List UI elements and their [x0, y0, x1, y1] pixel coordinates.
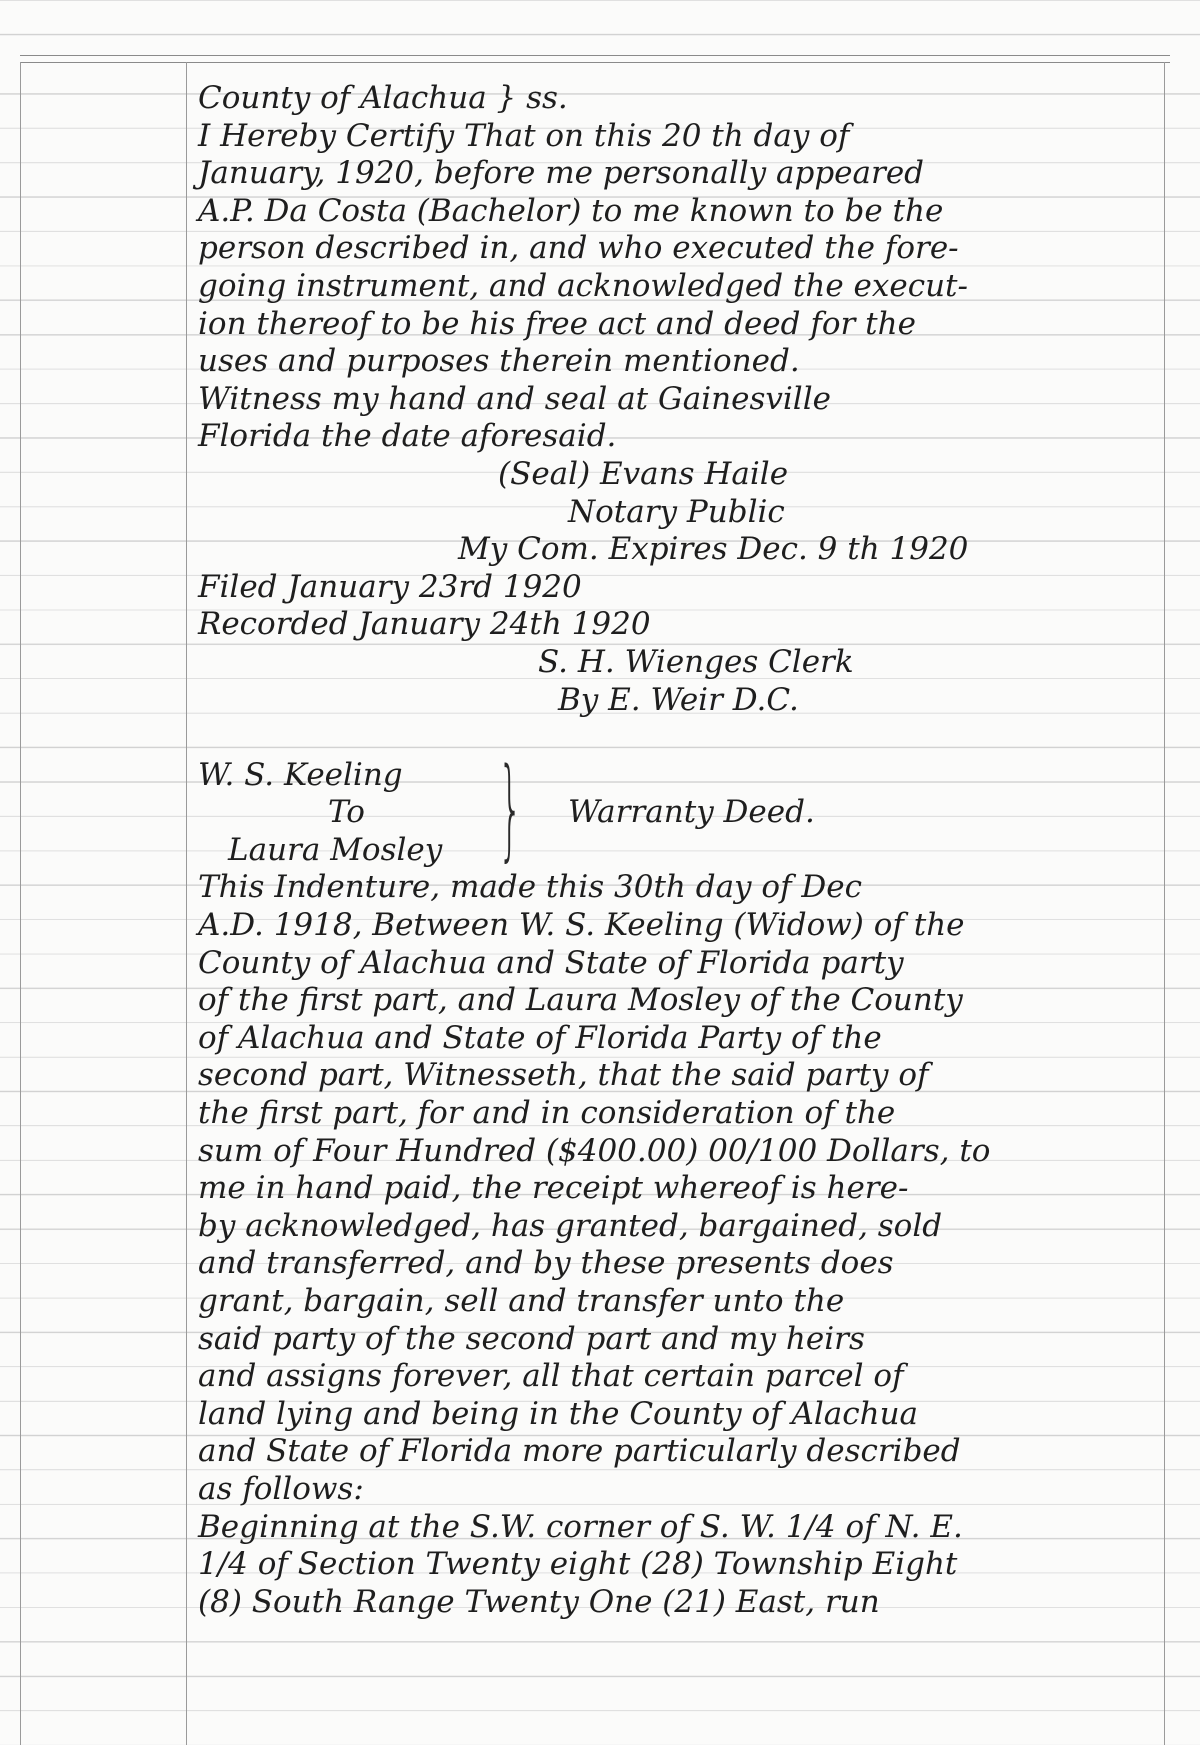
acknowledgment-line: January, 1920, before me personally appeared: [198, 155, 925, 192]
caption-to: To: [328, 794, 365, 831]
deputy-clerk-signature: By E. Weir D.C.: [558, 681, 799, 718]
deed-line: Beginning at the S.W. corner of S. W. 1/4 of N. E.: [198, 1508, 963, 1545]
notary-signature: (Seal) Evans Haile: [498, 455, 789, 492]
acknowledgment-line: A.P. Da Costa (Bachelor) to me known to be the: [198, 192, 944, 229]
grantee-name: Laura Mosley: [228, 831, 443, 868]
section-gap: [198, 719, 1158, 757]
deed-line: County of Alachua and State of Florida party: [198, 944, 904, 981]
deed-line: (8) South Range Twenty One (21) East, run: [198, 1583, 880, 1620]
acknowledgment-line: ion thereof to be his free act and deed for the: [198, 305, 916, 342]
deed-line: A.D. 1918, Between W. S. Keeling (Widow) of the: [198, 907, 965, 944]
deed-line: by acknowledged, has granted, bargained, sold: [198, 1207, 943, 1244]
handwritten-record: [198, 80, 1158, 1621]
curly-brace-icon: }: [498, 743, 523, 872]
deed-line: and transferred, and by these presents does: [198, 1245, 894, 1282]
deed-line: me in hand paid, the receipt whereof is here-: [198, 1170, 909, 1207]
acknowledgment-line: going instrument, and acknowledged the execut-: [198, 267, 968, 304]
deed-type-title: Warranty Deed.: [568, 794, 815, 831]
deed-body: [198, 869, 1158, 1621]
acknowledgment-section: [198, 80, 1158, 569]
filing-section: [198, 569, 1158, 719]
filed-date: Filed January 23rd 1920: [198, 568, 582, 605]
acknowledgment-line: uses and purposes therein mentioned.: [198, 343, 800, 380]
page-top-rule: [20, 55, 1170, 56]
deed-line: of Alachua and State of Florida Party of the: [198, 1019, 882, 1056]
recorded-date: Recorded January 24th 1920: [198, 606, 651, 643]
deed-line: 1/4 of Section Twenty eight (28) Township Eight: [198, 1546, 958, 1583]
commission-expiry: My Com. Expires Dec. 9 th 1920: [458, 531, 969, 568]
notary-title: Notary Public: [568, 493, 785, 530]
outer-margin-line: [20, 62, 21, 1745]
deed-line: as follows:: [198, 1470, 364, 1507]
page-top-rule: [20, 62, 1170, 63]
deed-line: the first part, for and in consideration of the: [198, 1095, 896, 1132]
deed-caption: [198, 743, 1158, 872]
clerk-signature: S. H. Wienges Clerk: [538, 643, 854, 680]
right-margin-line: [1164, 62, 1165, 1745]
left-margin-line: [186, 62, 187, 1745]
deed-line: and assigns forever, all that certain parcel of: [198, 1358, 904, 1395]
deed-line: sum of Four Hundred ($400.00) 00/100 Dollars, to: [198, 1132, 991, 1169]
acknowledgment-line: I Hereby Certify That on this 20 th day of: [198, 117, 850, 154]
acknowledgment-line: person described in, and who executed the fore-: [198, 230, 959, 267]
deed-line: land lying and being in the County of Alachua: [198, 1395, 919, 1432]
deed-line: and State of Florida more particularly described: [198, 1433, 961, 1470]
deed-line: second part, Witnesseth, that the said party of: [198, 1057, 929, 1094]
deed-line: said party of the second part and my heirs: [198, 1320, 865, 1357]
acknowledgment-line: Florida the date aforesaid.: [198, 418, 617, 455]
acknowledgment-line: Witness my hand and seal at Gainesville: [198, 380, 831, 417]
grantor-name: W. S. Keeling: [198, 756, 403, 793]
deed-line: This Indenture, made this 30th day of Dec: [198, 869, 862, 906]
deed-line: grant, bargain, sell and transfer unto the: [198, 1283, 845, 1320]
deed-line: of the first part, and Laura Mosley of the County: [198, 982, 963, 1019]
acknowledgment-line: County of Alachua } ss.: [198, 80, 568, 116]
